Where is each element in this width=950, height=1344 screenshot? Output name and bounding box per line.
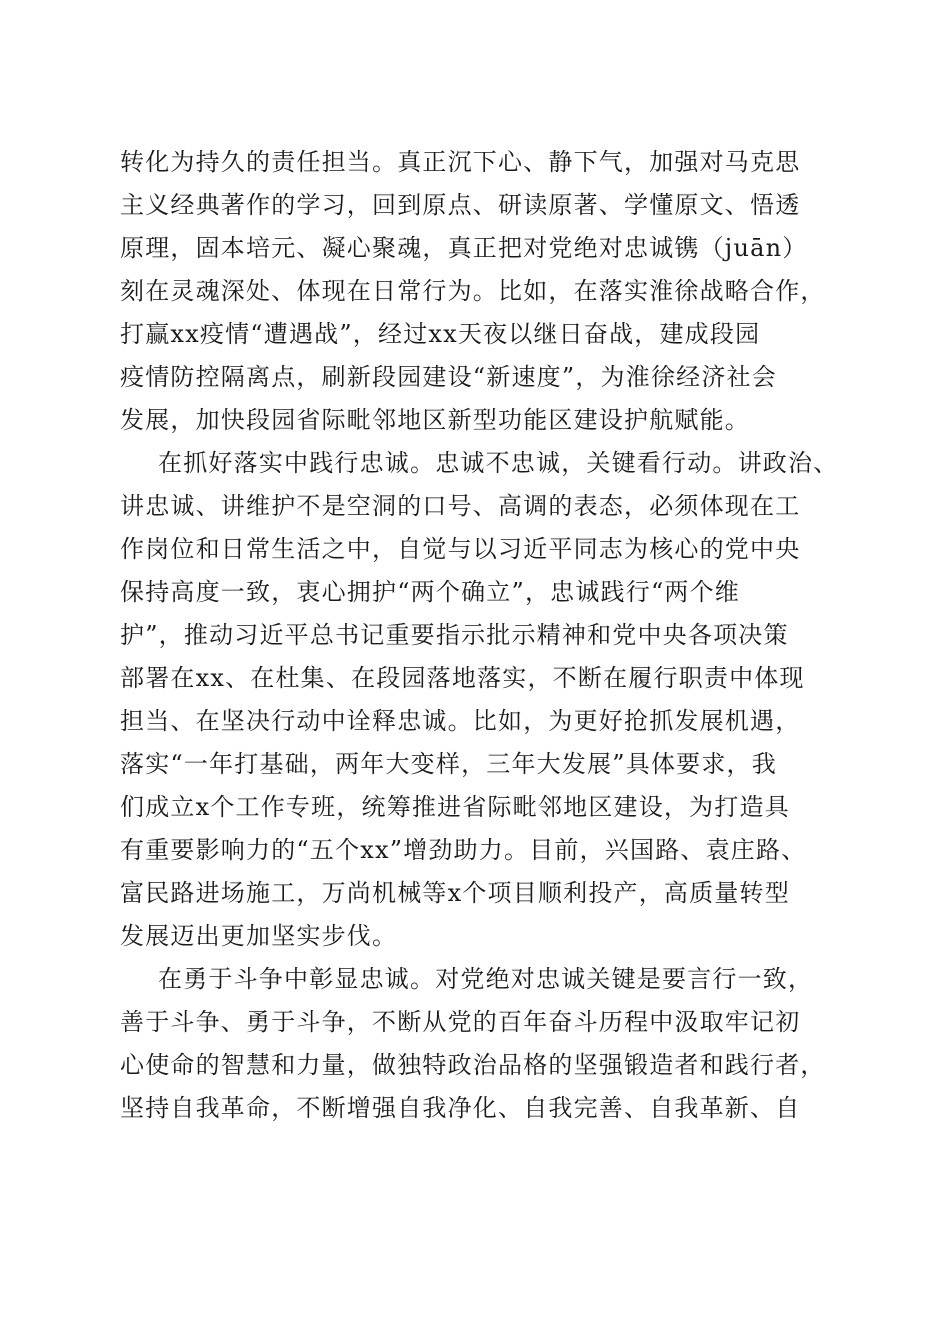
text-line: 护”，推动习近平总书记重要指示批示精神和党中央各项决策 (120, 621, 789, 649)
paragraph-first-line: 在勇于斗争中彰显忠诚。对党绝对忠诚关键是要言行一致， (158, 965, 814, 993)
text-line: 善于斗争、勇于斗争，不断从党的百年奋斗历程中汲取牢记初 (120, 1008, 801, 1036)
paragraph-first-line: 在抓好落实中践行忠诚。忠诚不忠诚，关键看行动。讲政治、 (158, 449, 839, 477)
paragraph (120, 141, 840, 442)
text-line: 刻在灵魂深处、体现在日常行为。比如，在落实淮徐战略合作， (120, 277, 826, 305)
text-line: 疫情防控隔离点，刷新段园建设“新速度”，为淮徐经济社会 (120, 363, 777, 391)
text-line: 有重要影响力的“五个xx”增劲助力。目前，兴国路、袁庄路、 (120, 836, 807, 864)
text-line: 富民路进场施工，万尚机械等x个项目顺利投产，高质量转型 (120, 879, 790, 907)
text-line: 落实“一年打基础，两年大变样，三年大发展”具体要求，我 (120, 750, 777, 778)
text-line: 担当、在坚决行动中诠释忠诚。比如，为更好抢抓发展机遇， (120, 707, 801, 735)
text-line: 心使命的智慧和力量，做独特政治品格的坚强锻造者和践行者， (120, 1051, 826, 1079)
paragraph (120, 442, 840, 958)
text-line: 作岗位和日常生活之中，自觉与以习近平同志为核心的党中央 (120, 535, 801, 563)
paragraph (120, 958, 840, 1130)
text-line: 主义经典著作的学习，回到原点、研读原著、学懂原文、悟透 (120, 191, 801, 219)
text-line: 们成立x个工作专班，统筹推进省际毗邻地区建设，为打造具 (120, 793, 790, 821)
body-text (120, 141, 840, 1130)
text-line: 发展，加快段园省际毗邻地区新型功能区建设护航赋能。 (120, 406, 750, 434)
text-line: 保持高度一致，衷心拥护“两个确立”，忠诚践行“两个维 (120, 578, 741, 606)
text-line: 坚持自我革命，不断增强自我净化、自我完善、自我革新、自 (120, 1094, 801, 1122)
text-line: 部署在xx、在杜集、在段园落地落实，不断在履行职责中体现 (120, 664, 805, 692)
text-line: 原理，固本培元、凝心聚魂，真正把对党绝对忠诚镌（juān） (120, 234, 808, 262)
text-line: 打赢xx疫情“遭遇战”，经过xx天夜以继日奋战，建成段园 (120, 320, 761, 348)
text-line: 转化为持久的责任担当。真正沉下心、静下气，加强对马克思 (120, 148, 801, 176)
text-line: 讲忠诚、讲维护不是空洞的口号、高调的表态，必须体现在工 (120, 492, 801, 520)
text-line: 发展迈出更加坚实步伐。 (120, 922, 398, 950)
